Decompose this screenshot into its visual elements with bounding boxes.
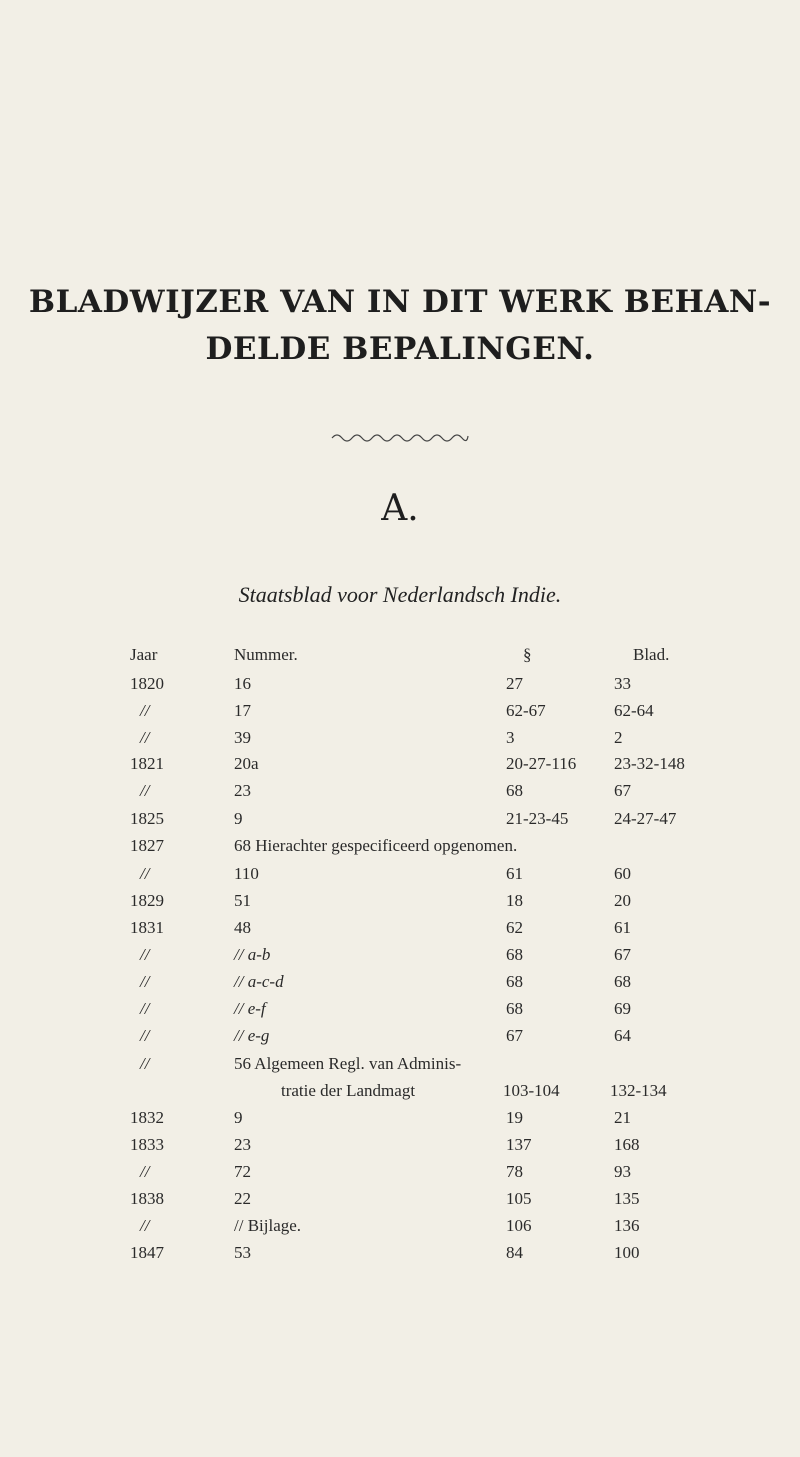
cell-blad: 2 [614,728,623,747]
cell-jaar: 1832 [130,1108,164,1127]
cell-jaar: // [140,1162,150,1181]
cell-paragraaf: 68 [506,781,523,800]
cell-jaar: // [140,781,150,800]
cell-blad: 24-27-47 [614,809,677,828]
column-header-jaar: Jaar [130,645,158,664]
cell-nummer: // e-g [234,1026,270,1045]
cell-paragraaf: 68 [506,972,523,991]
cell-paragraaf: 137 [506,1135,532,1154]
wavy-divider-ornament [330,430,470,442]
cell-blad: 136 [614,1216,640,1235]
cell-blad: 20 [614,891,631,910]
cell-nummer: 20a [234,754,259,773]
cell-blad: 21 [614,1108,631,1127]
cell-nummer: 22 [234,1189,251,1208]
cell-paragraaf: 103-104 [503,1081,560,1100]
cell-nummer: // a-b [234,945,271,964]
cell-paragraaf: 106 [506,1216,532,1235]
cell-paragraaf: 19 [506,1108,523,1127]
cell-jaar: // [140,1216,150,1235]
cell-jaar: // [140,1026,150,1045]
cell-blad: 60 [614,864,631,883]
cell-paragraaf: 27 [506,674,523,693]
cell-blad: 67 [614,945,631,964]
cell-jaar: 1831 [130,918,164,937]
cell-jaar: 1847 [130,1243,164,1262]
cell-jaar: 1829 [130,891,164,910]
cell-paragraaf: 67 [506,1026,523,1045]
cell-jaar: // [140,945,150,964]
cell-jaar: 1833 [130,1135,164,1154]
cell-nummer: 39 [234,728,251,747]
cell-nummer: 9 [234,1108,243,1127]
cell-paragraaf: 62-67 [506,701,546,720]
cell-nummer: 53 [234,1243,251,1262]
cell-paragraaf: 3 [506,728,515,747]
cell-nummer: 51 [234,891,251,910]
cell-blad: 33 [614,674,631,693]
subtitle: Staatsblad voor Nederlandsch Indie. [238,582,562,607]
cell-paragraaf: 21-23-45 [506,809,569,828]
cell-paragraaf: 62 [506,918,523,937]
page-title-line-2: DELDE BEPALINGEN. [205,331,595,367]
column-header-paragraaf: § [523,645,532,664]
cell-nummer: 17 [234,701,251,720]
cell-paragraaf: 18 [506,891,523,910]
cell-jaar: // [140,864,150,883]
cell-jaar: // [140,972,150,991]
cell-blad: 135 [614,1189,640,1208]
cell-paragraaf: 68 [506,945,523,964]
cell-blad: 64 [614,1026,631,1045]
cell-blad: 93 [614,1162,631,1181]
cell-blad: 61 [614,918,631,937]
cell-blad: 23-32-148 [614,754,685,773]
cell-jaar: // [140,701,150,720]
cell-nummer: 72 [234,1162,251,1181]
cell-nummer: 48 [234,918,251,937]
cell-blad: 168 [614,1135,640,1154]
cell-jaar: // [140,728,150,747]
cell-nummer: tratie der Landmagt [281,1081,416,1100]
column-header-nummer: Nummer. [234,645,298,664]
cell-blad: 62-64 [614,701,654,720]
cell-blad: 68 [614,972,631,991]
cell-jaar: // [140,999,150,1018]
cell-nummer: 23 [234,1135,251,1154]
cell-nummer: 23 [234,781,251,800]
cell-nummer: 56 Algemeen Regl. van Adminis- [234,1054,462,1073]
cell-nummer: 9 [234,809,243,828]
cell-jaar: // [140,1054,150,1073]
cell-paragraaf: 61 [506,864,523,883]
section-letter: A. [381,488,419,529]
cell-jaar: 1821 [130,754,164,773]
cell-nummer: 16 [234,674,251,693]
column-header-blad: Blad. [633,645,670,664]
cell-blad: 67 [614,781,631,800]
cell-paragraaf: 105 [506,1189,532,1208]
cell-blad: 69 [614,999,631,1018]
cell-nummer: // Bijlage. [234,1216,302,1235]
cell-paragraaf: 68 [506,999,523,1018]
cell-jaar: 1838 [130,1189,164,1208]
cell-nummer: 110 [234,864,259,883]
cell-paragraaf: 20-27-116 [506,754,577,773]
cell-jaar: 1825 [130,809,164,828]
cell-jaar: 1820 [130,674,164,693]
cell-nummer: 68 Hierachter gespecificeerd opgenomen. [234,836,518,855]
cell-blad: 100 [614,1243,640,1262]
cell-blad: 132-134 [610,1081,667,1100]
page-title-line-1: BLADWIJZER VAN IN DIT WERK BEHAN- [28,284,772,320]
cell-jaar: 1827 [130,836,164,855]
cell-paragraaf: 78 [506,1162,523,1181]
cell-nummer: // a-c-d [234,972,284,991]
cell-nummer: // e-f [234,999,266,1018]
cell-paragraaf: 84 [506,1243,523,1262]
